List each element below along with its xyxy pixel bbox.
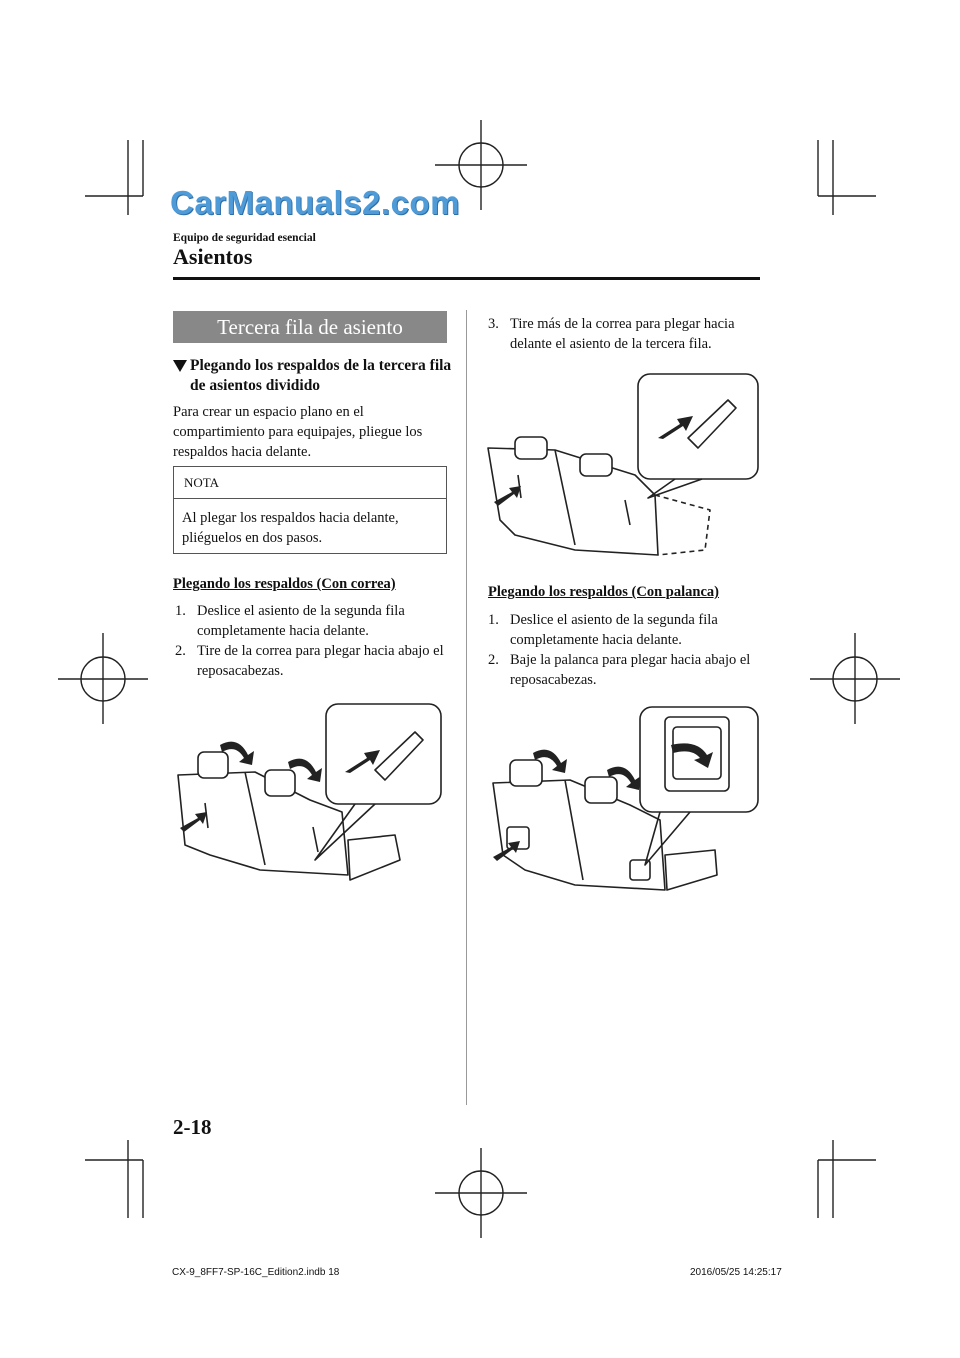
seat-strap-illustration xyxy=(170,700,445,905)
breadcrumb: Equipo de seguridad esencial xyxy=(173,232,316,244)
list-item: 1. Deslice el asiento de la segunda fila completamente hacia delante. xyxy=(488,612,718,648)
list-item: 2. Baje la palanca para plegar hacia abajo el reposacabezas. xyxy=(488,652,751,688)
chapter-title: Asientos xyxy=(173,244,253,269)
strap-heading: Plegando los respaldos (Con correa) xyxy=(173,576,396,592)
watermark-logo: CarManuals2.com xyxy=(170,184,460,221)
note-box xyxy=(173,466,447,554)
footer-timestamp: 2016/05/25 14:25:17 xyxy=(690,1267,782,1278)
intro-paragraph: Para crear un espacio plano en el compartimiento para equipajes, pliegue los respaldos hacia delante. xyxy=(173,404,423,460)
header-rule xyxy=(173,277,760,280)
callout-pointer xyxy=(648,479,702,498)
subheading xyxy=(173,356,453,396)
lever-heading: Plegando los respaldos (Con palanca) xyxy=(488,584,719,600)
section-title: Tercera fila de asiento xyxy=(173,311,447,343)
note-divider xyxy=(174,498,446,499)
seat-lever-illustration xyxy=(485,705,765,910)
strap-step-3 xyxy=(488,314,763,354)
lever-steps xyxy=(488,610,763,690)
seat-fold-illustration xyxy=(480,370,765,570)
list-item: 1. Deslice el asiento de la segunda fila completamente hacia delante. xyxy=(175,603,405,639)
note-text: Al plegar los respaldos hacia delante, pliéguelos en dos pasos. xyxy=(182,510,399,546)
subheading-text: Plegando los respaldos de la tercera fila de asientos dividido xyxy=(190,357,452,394)
list-item: 3. Tire más de la correa para plegar hacia delante el asiento de la tercera fila. xyxy=(488,316,735,352)
list-item: 2. Tire de la correa para plegar hacia abajo el reposacabezas. xyxy=(175,643,444,679)
footer-filename: CX-9_8FF7-SP-16C_Edition2.indb 18 xyxy=(172,1267,340,1278)
note-title: NOTA xyxy=(184,475,220,490)
triangle-bullet-icon xyxy=(173,360,187,372)
callout-bubble xyxy=(638,374,758,479)
strap-steps xyxy=(175,601,455,681)
callout-bubble xyxy=(326,704,441,804)
page-number: 2-18 xyxy=(173,1115,212,1139)
column-divider xyxy=(466,310,467,1105)
